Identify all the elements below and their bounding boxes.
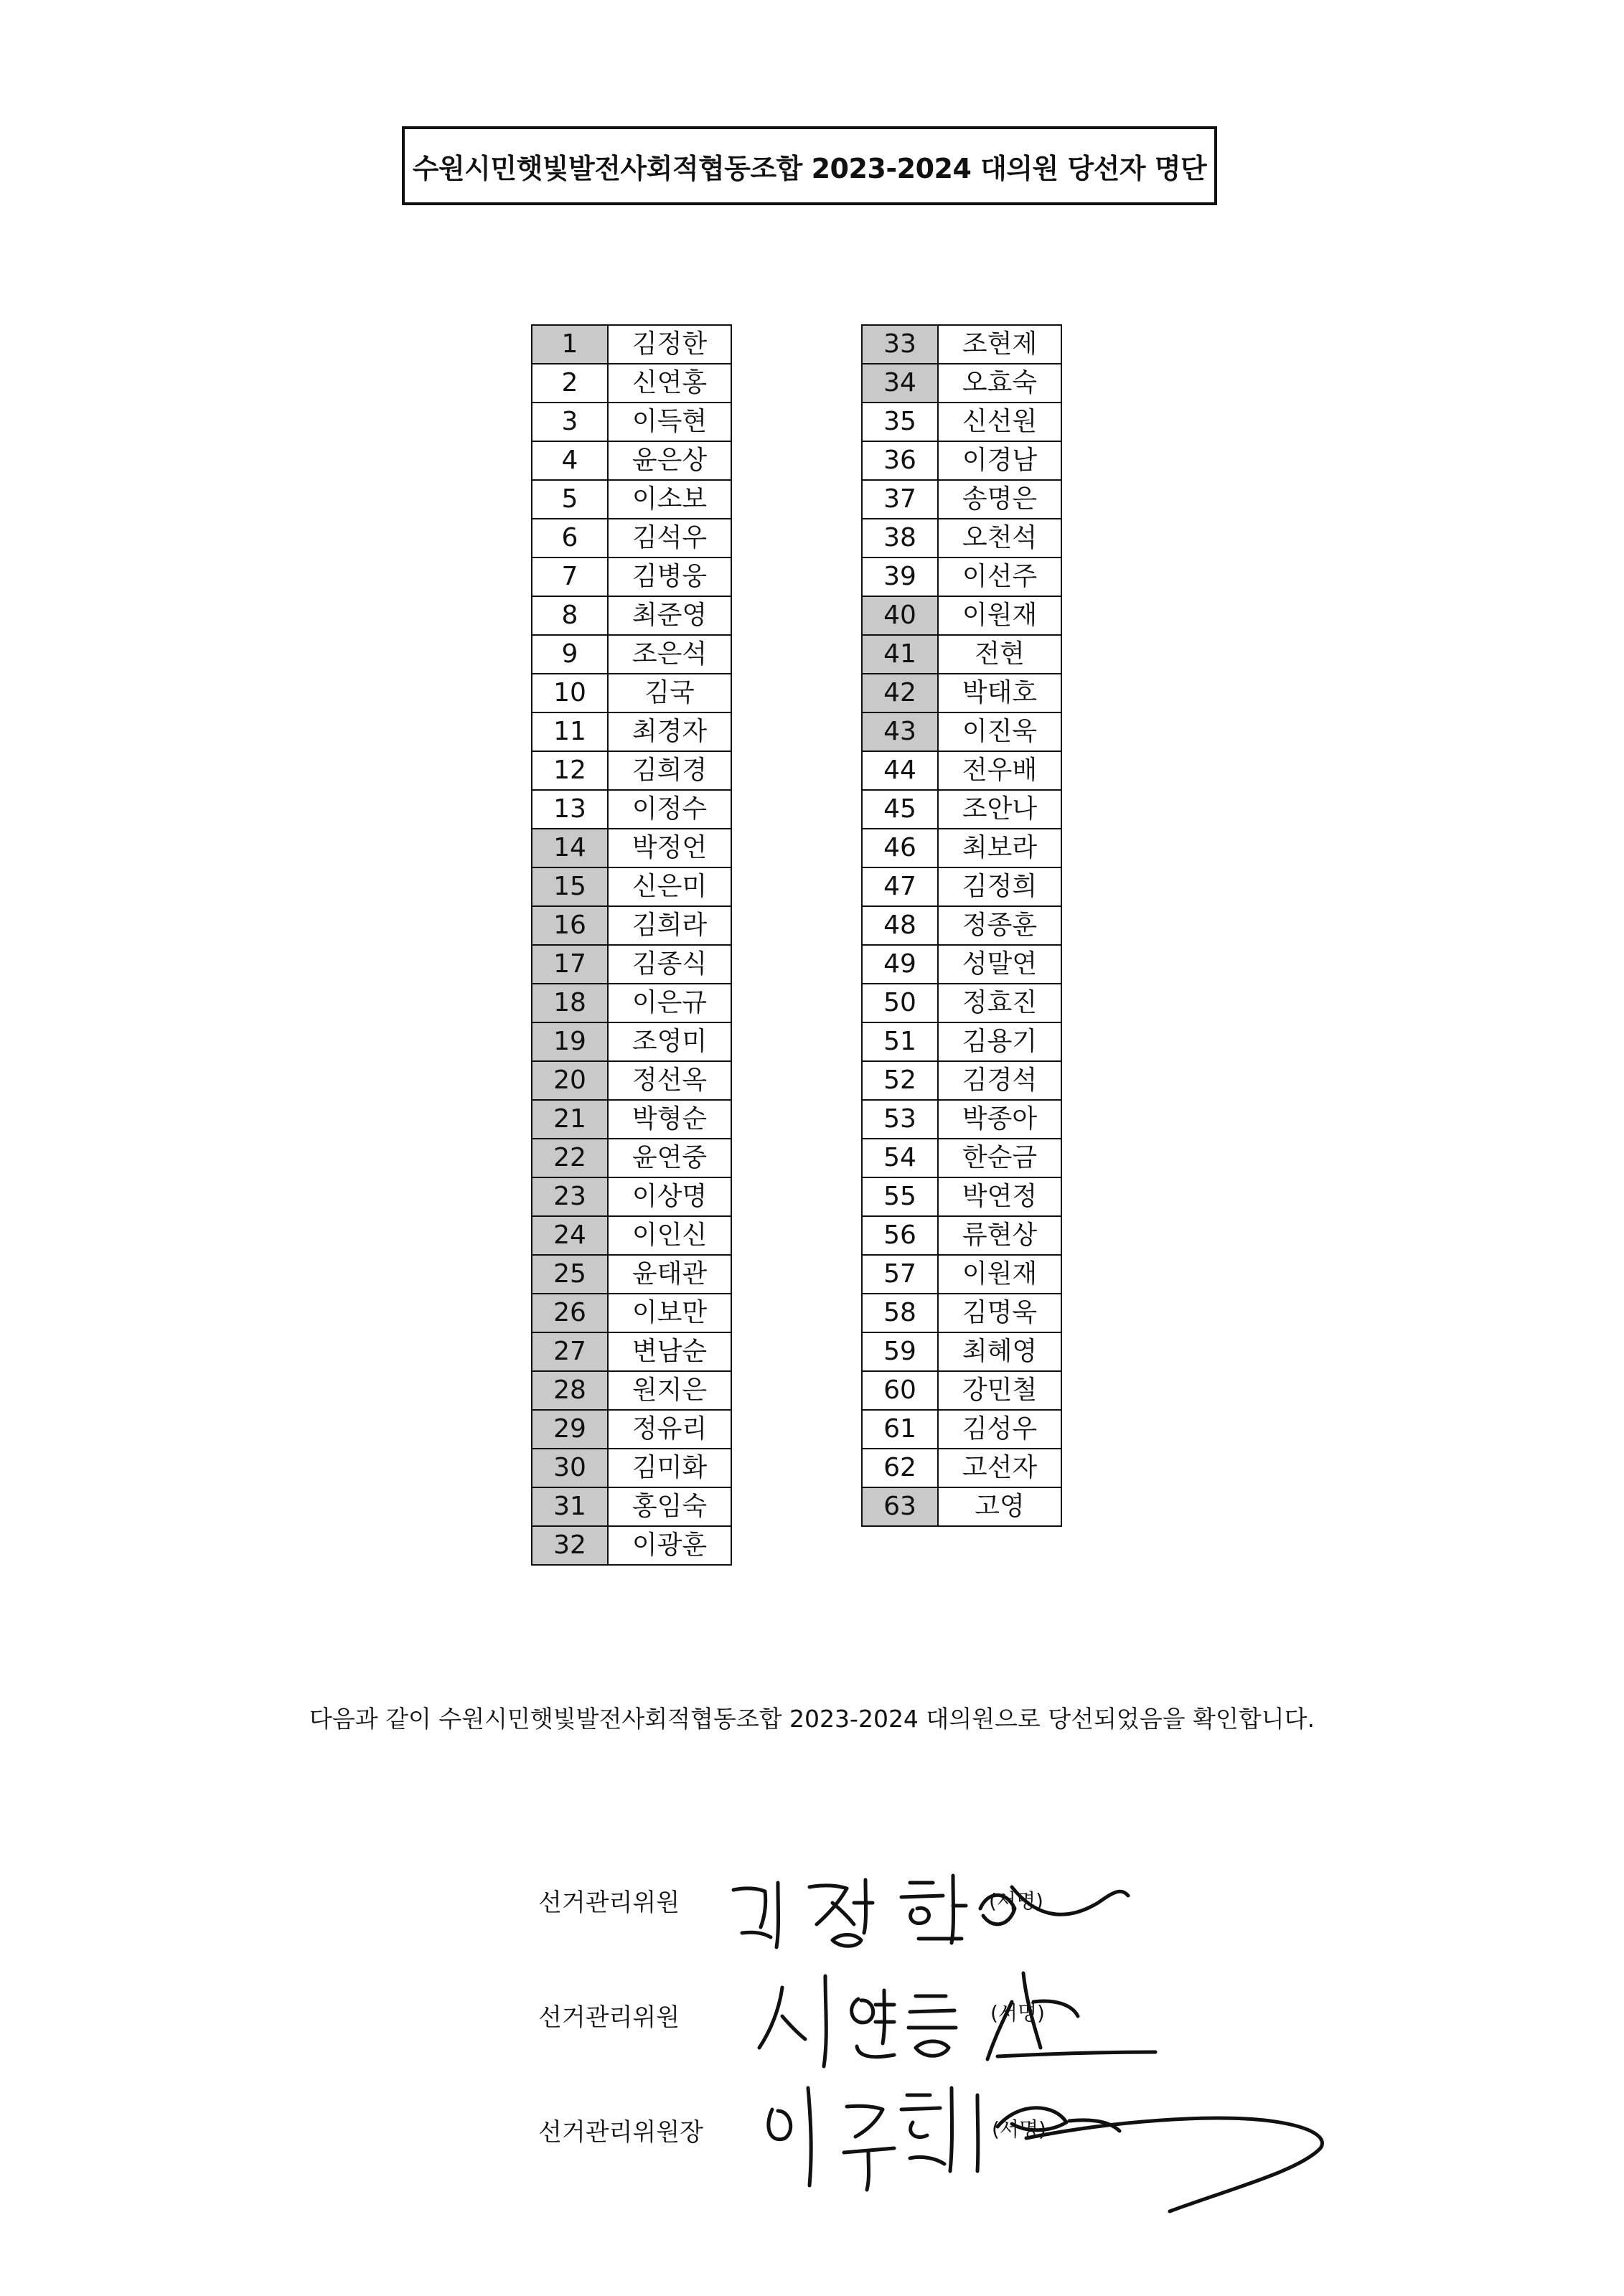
table-row	[532, 1255, 731, 1294]
handwritten-signature-1	[725, 1858, 1155, 1952]
member-name: 원지은	[608, 1371, 731, 1410]
table-row	[862, 829, 1061, 867]
table-row	[532, 1332, 731, 1371]
member-number: 50	[862, 984, 938, 1022]
member-name: 이광훈	[608, 1526, 731, 1565]
table-row	[532, 674, 731, 712]
member-name: 김성우	[938, 1410, 1061, 1449]
member-number: 2	[532, 364, 608, 403]
member-name: 김종식	[608, 945, 731, 984]
table-row	[862, 712, 1061, 751]
table-row	[532, 1216, 731, 1255]
member-name: 홍임숙	[608, 1487, 731, 1526]
table-row	[862, 1410, 1061, 1449]
member-number: 24	[532, 1216, 608, 1255]
table-row	[862, 1449, 1061, 1487]
member-name: 박정언	[608, 829, 731, 867]
member-number: 41	[862, 635, 938, 674]
table-row	[532, 596, 731, 635]
member-number: 42	[862, 674, 938, 712]
member-number: 22	[532, 1139, 608, 1177]
confirmation-text: 다음과 같이 수원시민햇빛발전사회적협동조합 2023-2024 대의원으로 당선되었음을 확인합니다.	[309, 1705, 1315, 1733]
member-name: 송명은	[938, 480, 1061, 519]
table-row	[532, 984, 731, 1022]
handwritten-signature-2	[754, 1959, 1184, 2074]
signature-row-1	[538, 1866, 1184, 1952]
table-row	[862, 1022, 1061, 1061]
signer-role: 선거관리위원장	[538, 2118, 703, 2147]
member-number: 12	[532, 751, 608, 790]
table-row	[532, 1100, 731, 1139]
member-number: 33	[862, 325, 938, 364]
signature-row-3	[538, 2095, 1328, 2181]
member-number: 52	[862, 1061, 938, 1100]
member-number: 51	[862, 1022, 938, 1061]
table-row	[532, 1449, 731, 1487]
signature-row-2	[538, 1980, 1184, 2066]
member-name: 김미화	[608, 1449, 731, 1487]
member-number: 23	[532, 1177, 608, 1216]
table-row	[532, 945, 731, 984]
table-row	[862, 1294, 1061, 1332]
member-name: 김국	[608, 674, 731, 712]
member-name: 윤은상	[608, 441, 731, 480]
member-name: 전우배	[938, 751, 1061, 790]
member-number: 36	[862, 441, 938, 480]
member-name: 김석우	[608, 519, 731, 557]
member-name: 이상명	[608, 1177, 731, 1216]
member-number: 3	[532, 403, 608, 441]
member-number: 39	[862, 557, 938, 596]
member-name: 김정한	[608, 325, 731, 364]
table-row	[862, 1177, 1061, 1216]
member-number: 44	[862, 751, 938, 790]
table-row	[862, 1139, 1061, 1177]
member-number: 35	[862, 403, 938, 441]
table-row	[862, 945, 1061, 984]
member-name: 조은석	[608, 635, 731, 674]
member-name: 이원재	[938, 1255, 1061, 1294]
member-name: 조영미	[608, 1022, 731, 1061]
table-row	[862, 441, 1061, 480]
table-row	[862, 906, 1061, 945]
member-number: 11	[532, 712, 608, 751]
member-name: 정종훈	[938, 906, 1061, 945]
member-name: 박형순	[608, 1100, 731, 1139]
member-name: 최경자	[608, 712, 731, 751]
member-number: 26	[532, 1294, 608, 1332]
table-row	[532, 635, 731, 674]
member-number: 16	[532, 906, 608, 945]
table-row	[532, 519, 731, 557]
member-number: 56	[862, 1216, 938, 1255]
member-name: 정선옥	[608, 1061, 731, 1100]
signature-seal-mark: (서명)	[990, 2001, 1045, 2025]
member-number: 27	[532, 1332, 608, 1371]
table-row	[862, 1255, 1061, 1294]
member-number: 18	[532, 984, 608, 1022]
member-name: 이인신	[608, 1216, 731, 1255]
member-number: 5	[532, 480, 608, 519]
table-row	[532, 1294, 731, 1332]
table-row	[532, 480, 731, 519]
member-number: 62	[862, 1449, 938, 1487]
member-name: 이소보	[608, 480, 731, 519]
member-name: 오천석	[938, 519, 1061, 557]
member-number: 38	[862, 519, 938, 557]
member-name: 신선원	[938, 403, 1061, 441]
member-number: 45	[862, 790, 938, 829]
member-number: 17	[532, 945, 608, 984]
member-number: 19	[532, 1022, 608, 1061]
table-row	[532, 790, 731, 829]
table-row	[862, 1332, 1061, 1371]
member-number: 57	[862, 1255, 938, 1294]
table-row	[862, 403, 1061, 441]
table-row	[862, 364, 1061, 403]
table-row	[532, 325, 731, 364]
member-name: 정효진	[938, 984, 1061, 1022]
member-number: 20	[532, 1061, 608, 1100]
member-name: 최보라	[938, 829, 1061, 867]
table-row	[532, 751, 731, 790]
document-title: 수원시민햇빛발전사회적협동조합 2023-2024 대의원 당선자 명단	[402, 126, 1217, 205]
member-name: 신연홍	[608, 364, 731, 403]
member-name: 변남순	[608, 1332, 731, 1371]
table-row	[862, 635, 1061, 674]
member-name: 이원재	[938, 596, 1061, 635]
member-table-left	[531, 324, 732, 1566]
member-name: 신은미	[608, 867, 731, 906]
member-number: 8	[532, 596, 608, 635]
member-name: 정유리	[608, 1410, 731, 1449]
handwritten-signature-3	[754, 2064, 1342, 2221]
member-number: 48	[862, 906, 938, 945]
member-number: 53	[862, 1100, 938, 1139]
member-name: 전현	[938, 635, 1061, 674]
member-name: 이진욱	[938, 712, 1061, 751]
member-name: 이보만	[608, 1294, 731, 1332]
member-name: 오효숙	[938, 364, 1061, 403]
member-number: 43	[862, 712, 938, 751]
member-number: 40	[862, 596, 938, 635]
member-name: 고선자	[938, 1449, 1061, 1487]
table-row	[862, 596, 1061, 635]
member-number: 59	[862, 1332, 938, 1371]
member-number: 32	[532, 1526, 608, 1565]
member-name: 이경남	[938, 441, 1061, 480]
member-number: 15	[532, 867, 608, 906]
table-row	[532, 1487, 731, 1526]
member-name: 이정수	[608, 790, 731, 829]
member-name: 김경석	[938, 1061, 1061, 1100]
table-row	[862, 480, 1061, 519]
table-row	[532, 1022, 731, 1061]
member-name: 이선주	[938, 557, 1061, 596]
table-row	[532, 1526, 731, 1565]
member-table-right	[861, 324, 1062, 1527]
member-name: 김용기	[938, 1022, 1061, 1061]
member-name: 김정희	[938, 867, 1061, 906]
member-name: 김명욱	[938, 1294, 1061, 1332]
table-row	[532, 403, 731, 441]
member-name: 윤연중	[608, 1139, 731, 1177]
table-row	[532, 441, 731, 480]
member-number: 21	[532, 1100, 608, 1139]
member-name: 박연정	[938, 1177, 1061, 1216]
member-number: 63	[862, 1487, 938, 1526]
member-number: 61	[862, 1410, 938, 1449]
table-row	[862, 790, 1061, 829]
member-number: 49	[862, 945, 938, 984]
member-number: 60	[862, 1371, 938, 1410]
member-name: 류현상	[938, 1216, 1061, 1255]
signer-role: 선거관리위원	[538, 2003, 680, 2032]
member-number: 10	[532, 674, 608, 712]
table-row	[532, 829, 731, 867]
member-number: 4	[532, 441, 608, 480]
member-number: 9	[532, 635, 608, 674]
member-name: 김희라	[608, 906, 731, 945]
member-number: 25	[532, 1255, 608, 1294]
member-name: 최준영	[608, 596, 731, 635]
member-number: 55	[862, 1177, 938, 1216]
member-name: 박태호	[938, 674, 1061, 712]
member-name: 강민철	[938, 1371, 1061, 1410]
member-number: 46	[862, 829, 938, 867]
table-row	[532, 712, 731, 751]
table-row	[862, 325, 1061, 364]
member-name: 김병웅	[608, 557, 731, 596]
table-row	[532, 906, 731, 945]
member-name: 윤태관	[608, 1255, 731, 1294]
member-name: 조현제	[938, 325, 1061, 364]
table-row	[862, 1216, 1061, 1255]
member-name: 조안나	[938, 790, 1061, 829]
table-row	[862, 519, 1061, 557]
table-row	[532, 1061, 731, 1100]
member-number: 13	[532, 790, 608, 829]
member-name: 이득현	[608, 403, 731, 441]
table-row	[862, 984, 1061, 1022]
member-name: 고영	[938, 1487, 1061, 1526]
member-number: 14	[532, 829, 608, 867]
table-row	[862, 557, 1061, 596]
table-row	[862, 867, 1061, 906]
member-number: 37	[862, 480, 938, 519]
table-row	[862, 674, 1061, 712]
signer-role: 선거관리위원	[538, 1888, 680, 1917]
member-number: 54	[862, 1139, 938, 1177]
member-number: 28	[532, 1371, 608, 1410]
table-row	[532, 1371, 731, 1410]
table-row	[862, 1100, 1061, 1139]
member-name: 최혜영	[938, 1332, 1061, 1371]
member-number: 30	[532, 1449, 608, 1487]
member-name: 김희경	[608, 751, 731, 790]
member-name: 한순금	[938, 1139, 1061, 1177]
table-row	[532, 364, 731, 403]
member-number: 1	[532, 325, 608, 364]
table-row	[532, 1139, 731, 1177]
member-number: 7	[532, 557, 608, 596]
table-row	[862, 1487, 1061, 1526]
table-row	[862, 1371, 1061, 1410]
member-number: 47	[862, 867, 938, 906]
table-row	[862, 751, 1061, 790]
table-row	[532, 867, 731, 906]
member-name: 성말연	[938, 945, 1061, 984]
member-number: 31	[532, 1487, 608, 1526]
member-number: 6	[532, 519, 608, 557]
member-number: 34	[862, 364, 938, 403]
table-row	[532, 1410, 731, 1449]
signature-seal-mark: (서명)	[992, 2117, 1046, 2141]
table-row	[532, 557, 731, 596]
member-number: 58	[862, 1294, 938, 1332]
member-name: 박종아	[938, 1100, 1061, 1139]
member-number: 29	[532, 1410, 608, 1449]
member-name: 이은규	[608, 984, 731, 1022]
table-row	[862, 1061, 1061, 1100]
signature-seal-mark: (서명)	[989, 1889, 1043, 1913]
table-row	[532, 1177, 731, 1216]
